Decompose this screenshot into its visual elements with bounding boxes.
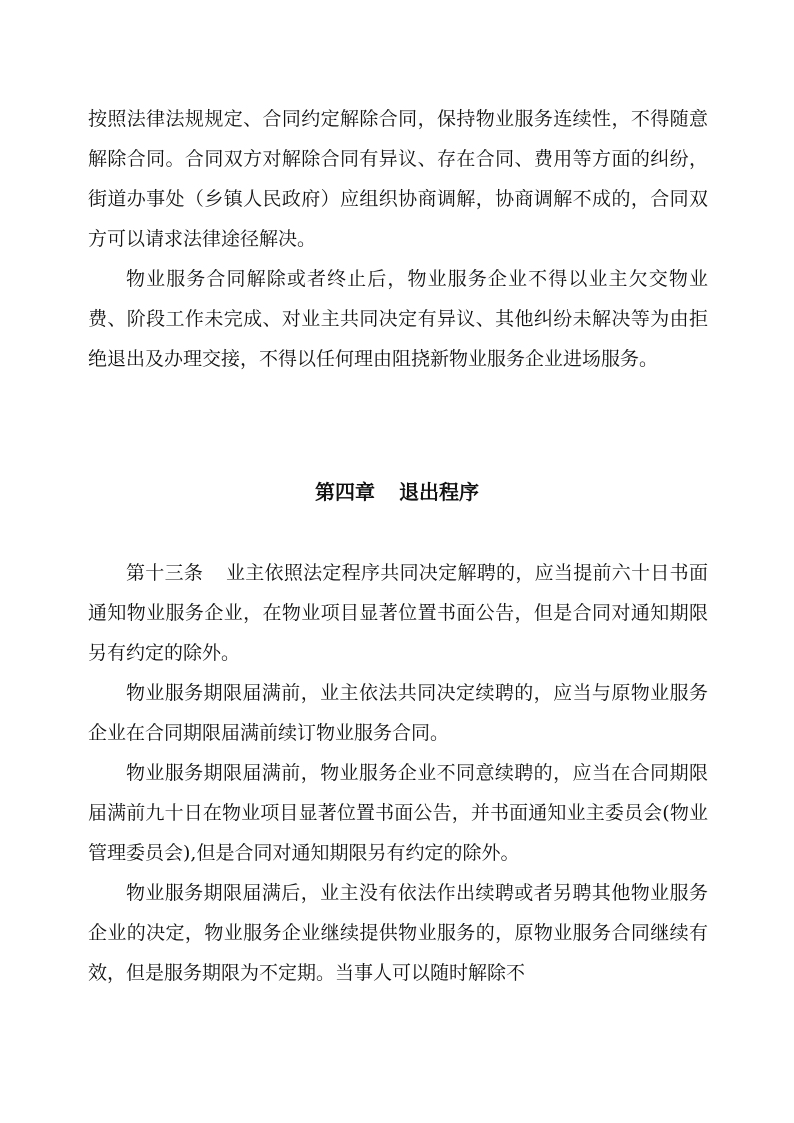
article-13-paragraph	[88, 553, 708, 673]
section-top	[88, 99, 708, 379]
chapter-title: 退出程序	[399, 480, 479, 504]
paragraph-continued: 按照法律法规规定、合同约定解除合同，保持物业服务连续性，不得随意解除合同。合同双方对解除合同有异议、存在合同、费用等方面的纠纷，街道办事处（乡镇人民政府）应组织协商调解，协商调解不成的，合同双方可以请求法律途径解决。	[88, 108, 708, 250]
chapter-number: 第四章	[315, 480, 375, 504]
paragraph-after-expiry: 物业服务期限届满后，业主没有依法作出续聘或者另聘其他物业服务企业的决定，物业服务企业继续提供物业服务的，原物业服务合同继续有效，但是服务期限为不定期。当事人可以随时解除不	[88, 882, 708, 984]
paragraph-renewal: 物业服务期限届满前，业主依法共同决定续聘的，应当与原物业服务企业在合同期限届满前续订物业服务合同。	[88, 682, 708, 744]
paragraph-no-renewal: 物业服务期限届满前，物业服务企业不同意续聘的，应当在合同期限届满前九十日在物业项目显著位置书面公告，并书面通知业主委员会(物业管理委员会),但是合同对通知期限另有约定的除外。	[88, 762, 708, 864]
chapter-heading	[0, 472, 794, 512]
section-bottom	[88, 553, 708, 993]
article-label: 第十三条	[126, 562, 204, 584]
paragraph-exit-handover: 物业服务合同解除或者终止后，物业服务企业不得以业主欠交物业费、阶段工作未完成、对业主共同决定有异议、其他纠纷未解决等为由拒绝退出及办理交接，不得以任何理由阻挠新物业服务企业进场服务。	[88, 268, 708, 370]
article-13-text: 业主依照法定程序共同决定解聘的，应当提前六十日书面通知物业服务企业，在物业项目显著位置书面公告，但是合同对通知期限另有约定的除外。	[88, 562, 708, 664]
